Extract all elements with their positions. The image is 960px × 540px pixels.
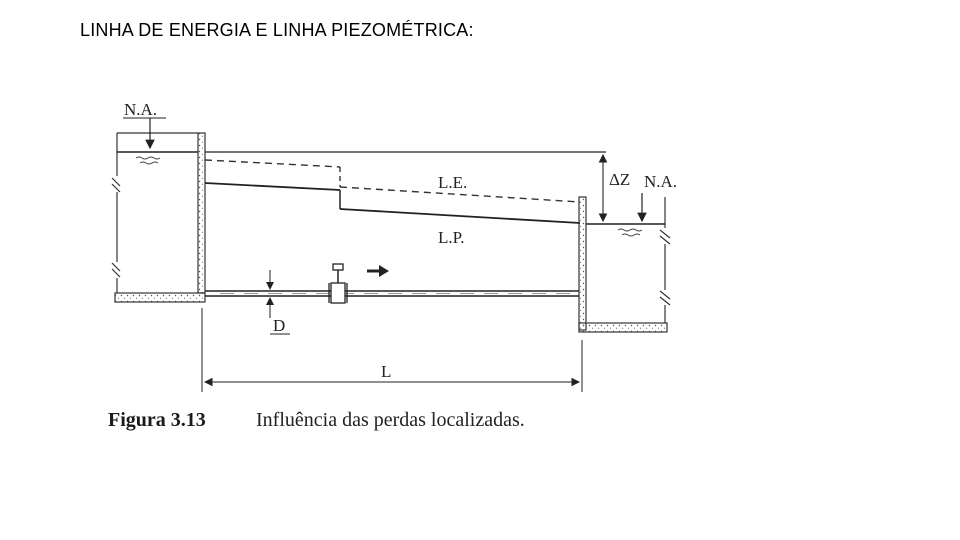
energy-line-label: L.E. [438,173,468,192]
upstream-reservoir-wall [198,133,205,293]
downstream-reservoir [579,172,677,332]
figure-number: Figura 3.13 [108,409,206,431]
valve-icon [329,264,347,303]
length-label: L [381,362,392,381]
downstream-reservoir-wall [579,197,586,330]
flow-direction-arrow [367,265,389,277]
upstream-reservoir-bottom [115,293,205,302]
figure-caption: Influência das perdas localizadas. [256,409,525,431]
delta-z-label: ΔZ [609,170,631,189]
piezometric-line [205,183,580,223]
piezometric-line-label: L.P. [438,228,465,247]
diameter-dimension [270,270,290,335]
downstream-reservoir-bottom [579,323,667,332]
downstream-na-label: N.A. [644,172,678,191]
slide-title: LINHA DE ENERGIA E LINHA PIEZOMÉTRICA: [80,20,474,40]
diameter-label: D [273,316,286,335]
upstream-na-label: N.A. [124,100,158,119]
length-dimension [202,308,582,392]
energy-line [205,160,580,202]
pipe [205,291,579,296]
upstream-reservoir [112,100,205,302]
